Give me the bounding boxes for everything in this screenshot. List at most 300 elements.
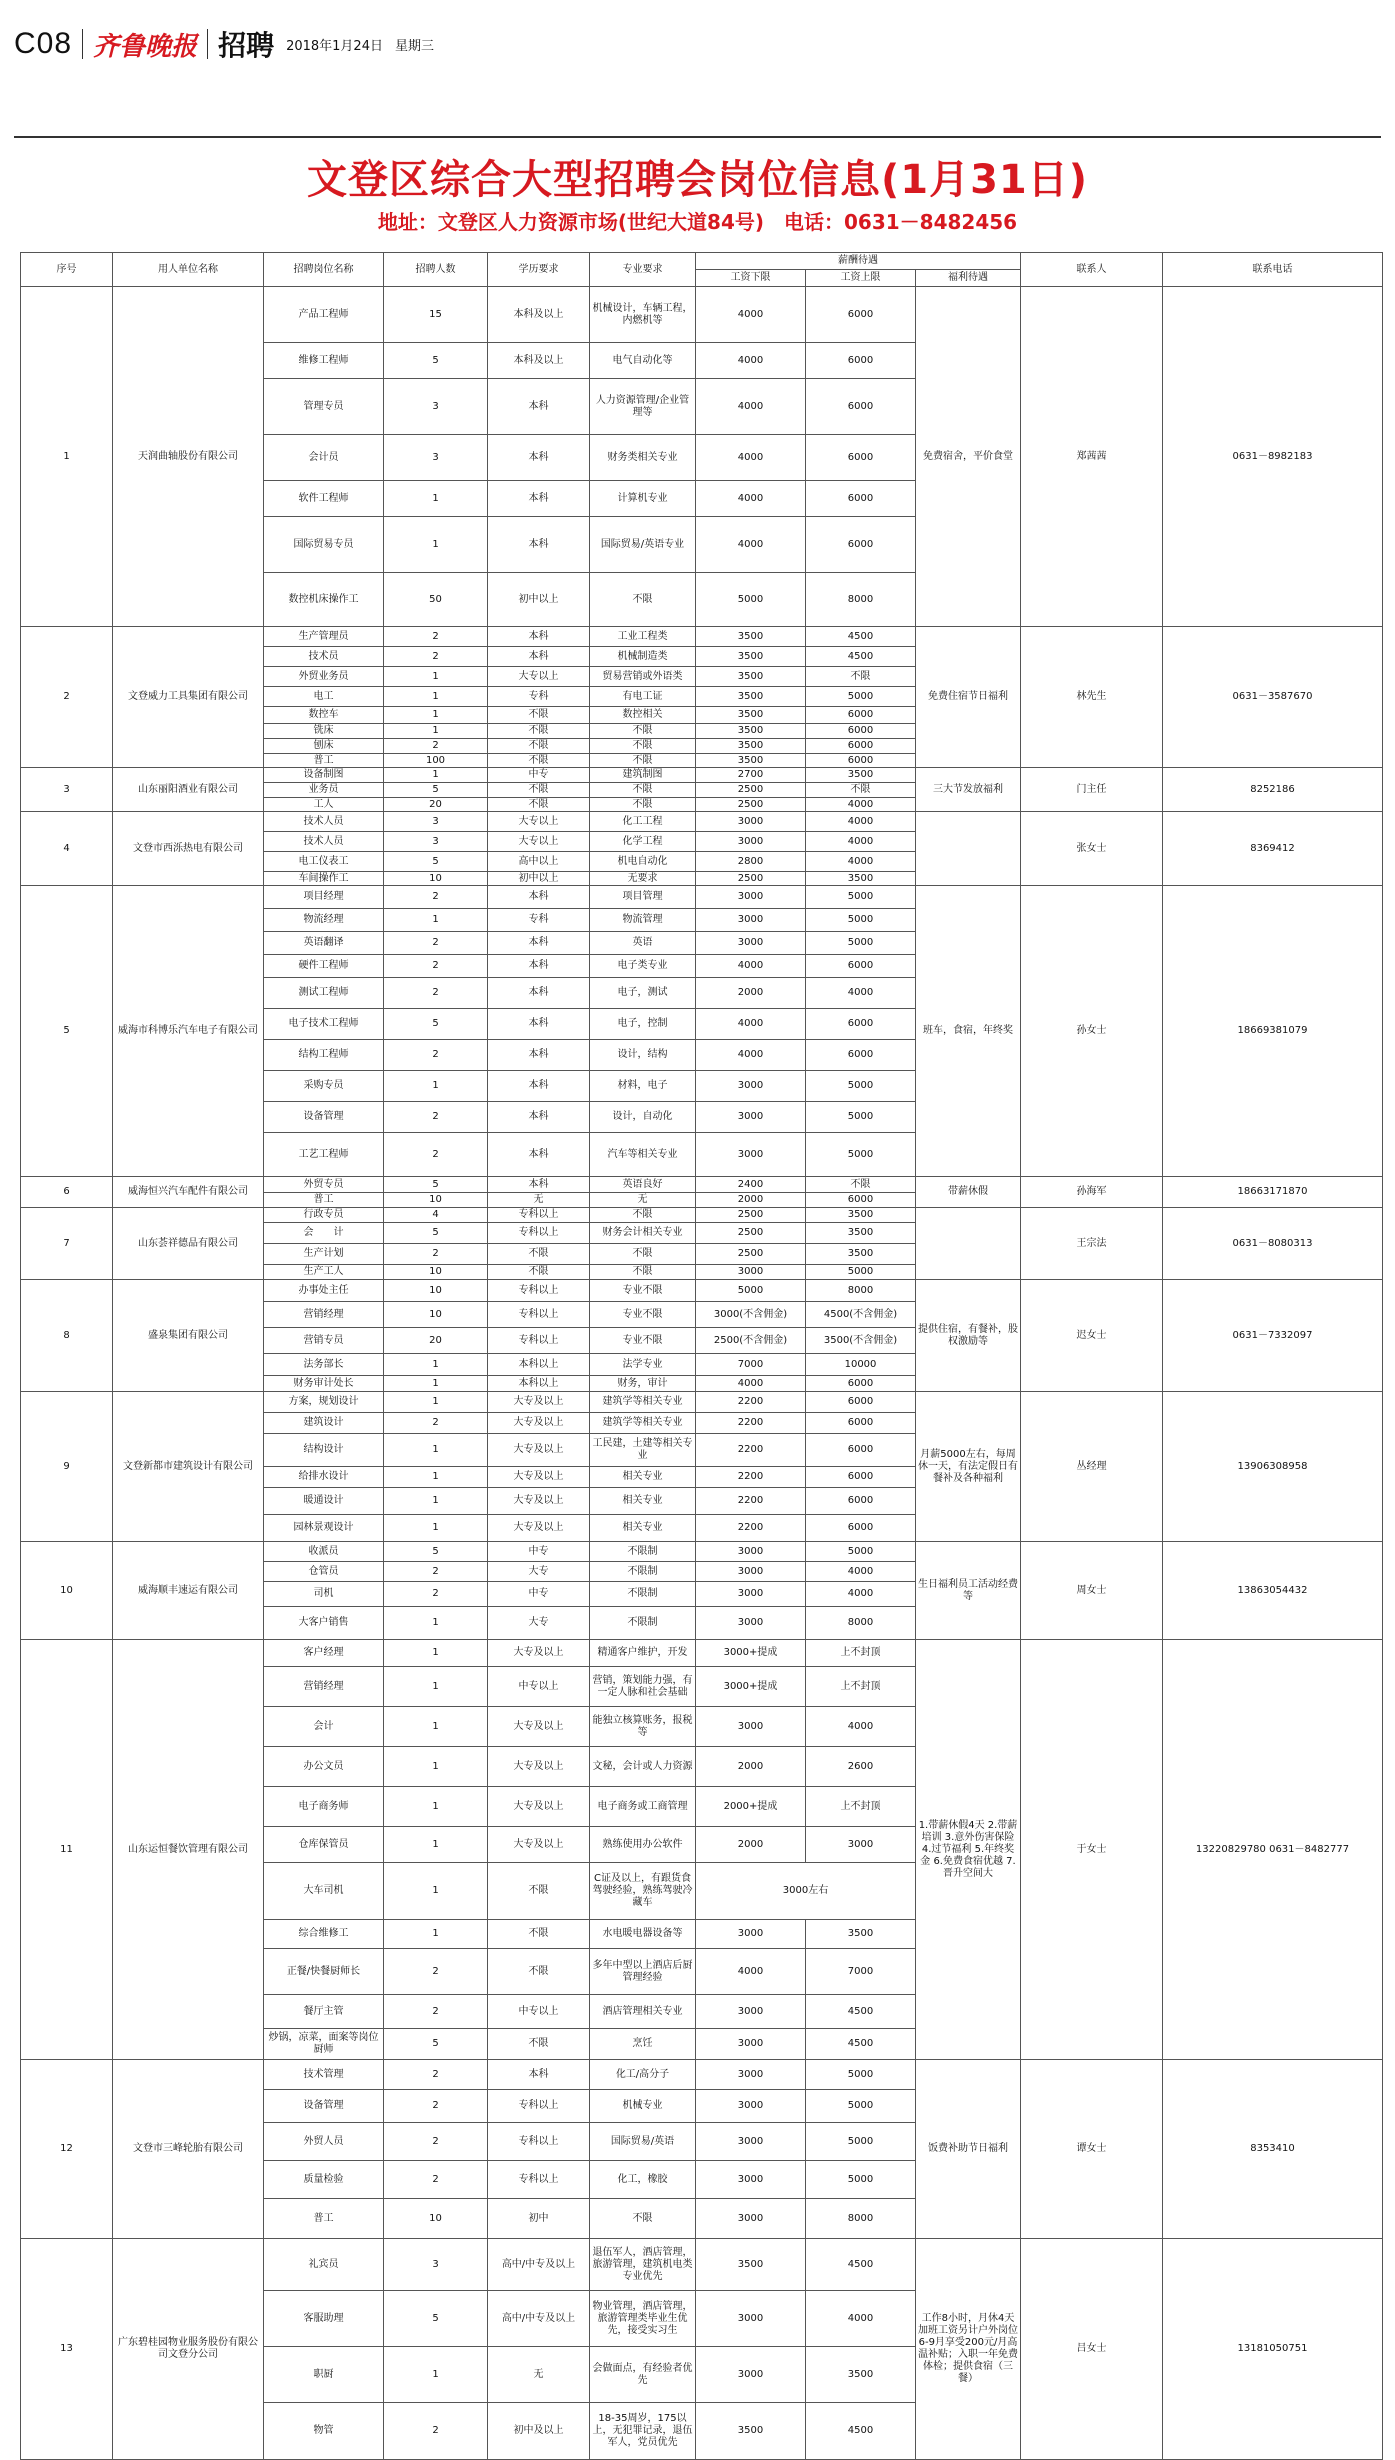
major-cell: 机械专业	[590, 2090, 696, 2123]
major-cell: 贸易营销或外语类	[590, 667, 696, 687]
education-cell: 本科	[488, 517, 590, 573]
welfare-cell	[916, 812, 1021, 886]
phone-cell: 0631－3587670	[1163, 627, 1383, 768]
phone-cell: 13906308958	[1163, 1392, 1383, 1542]
major-cell: 建筑学等相关专业	[590, 1413, 696, 1434]
salary-high-cell: 上不封顶	[806, 1640, 916, 1667]
major-cell: 财务类相关专业	[590, 435, 696, 481]
position-cell: 采购专员	[264, 1071, 384, 1102]
page-number: C08	[14, 27, 73, 60]
position-cell: 方案，规划设计	[264, 1392, 384, 1413]
position-cell: 外贸业务员	[264, 667, 384, 687]
salary-high-cell: 不限	[806, 1177, 916, 1193]
count-cell: 2	[384, 2403, 488, 2460]
education-cell: 中专	[488, 1542, 590, 1562]
salary-low-cell: 3000	[696, 909, 806, 932]
position-cell: 国际贸易专员	[264, 517, 384, 573]
row-number: 10	[21, 1542, 113, 1640]
count-cell: 2	[384, 1949, 488, 1995]
major-cell: 文秘，会计或人力资源	[590, 1747, 696, 1787]
header-contact: 联系人	[1021, 253, 1163, 287]
salary-low-cell: 2000	[696, 978, 806, 1009]
position-cell: 生产管理员	[264, 627, 384, 647]
count-cell: 2	[384, 1040, 488, 1071]
major-cell: 电气自动化等	[590, 343, 696, 379]
education-cell: 不限	[488, 783, 590, 798]
education-cell: 本科	[488, 1040, 590, 1071]
major-cell: 汽车等相关专业	[590, 1133, 696, 1177]
position-cell: 项目经理	[264, 886, 384, 909]
major-cell: 不限	[590, 798, 696, 812]
position-cell: 技术管理	[264, 2060, 384, 2090]
salary-low-cell: 3000	[696, 2060, 806, 2090]
education-cell: 本科	[488, 379, 590, 435]
position-cell: 维修工程师	[264, 343, 384, 379]
education-cell: 专科以上	[488, 2123, 590, 2161]
salary-high-cell: 6000	[806, 754, 916, 768]
count-cell: 3	[384, 379, 488, 435]
salary-low-cell: 3500	[696, 739, 806, 754]
position-cell: 职厨	[264, 2347, 384, 2403]
salary-high-cell: 4500	[806, 2403, 916, 2460]
position-cell: 普工	[264, 754, 384, 768]
salary-low-cell: 3000	[696, 1707, 806, 1747]
contact-cell: 林先生	[1021, 627, 1163, 768]
salary-high-cell: 4000	[806, 798, 916, 812]
major-cell: 化工工程	[590, 812, 696, 832]
count-cell: 1	[384, 1467, 488, 1488]
salary-low-cell: 3000	[696, 2291, 806, 2347]
count-cell: 2	[384, 1413, 488, 1434]
position-cell: 营销专员	[264, 1328, 384, 1354]
position-cell: 管理专员	[264, 379, 384, 435]
phone-cell: 13863054432	[1163, 1542, 1383, 1640]
salary-high-cell: 8000	[806, 1607, 916, 1640]
contact-cell: 于女士	[1021, 1640, 1163, 2060]
row-number: 2	[21, 627, 113, 768]
position-cell: 外贸专员	[264, 1177, 384, 1193]
position-cell: 结构工程师	[264, 1040, 384, 1071]
count-cell: 1	[384, 1376, 488, 1392]
salary-high-cell: 6000	[806, 724, 916, 739]
count-cell: 1	[384, 1354, 488, 1376]
row-number: 8	[21, 1280, 113, 1392]
top-rule	[14, 136, 1381, 138]
salary-high-cell: 不限	[806, 783, 916, 798]
row-number: 11	[21, 1640, 113, 2060]
row-number: 13	[21, 2239, 113, 2460]
salary-high-cell: 3500	[806, 1208, 916, 1223]
salary-low-cell: 3000	[696, 812, 806, 832]
header-company: 用人单位名称	[113, 253, 264, 287]
table-row	[21, 2239, 1383, 2291]
salary-range-cell: 3000左右	[696, 1863, 916, 1920]
education-cell: 不限	[488, 1949, 590, 1995]
education-cell: 专科以上	[488, 1328, 590, 1354]
row-number: 3	[21, 768, 113, 812]
major-cell: 英语	[590, 932, 696, 955]
company-name: 威海顺丰速运有限公司	[113, 1542, 264, 1640]
salary-high-cell: 4000	[806, 852, 916, 872]
major-cell: 不限制	[590, 1582, 696, 1607]
education-cell: 大专	[488, 1607, 590, 1640]
welfare-cell: 月薪5000左右，每周休一天，有法定假日有餐补及各种福利	[916, 1392, 1021, 1542]
salary-low-cell: 3000	[696, 1607, 806, 1640]
position-cell: 电子技术工程师	[264, 1009, 384, 1040]
education-cell: 本科	[488, 886, 590, 909]
salary-high-cell: 2600	[806, 1747, 916, 1787]
salary-high-cell: 4000	[806, 832, 916, 852]
contact-cell: 迟女士	[1021, 1280, 1163, 1392]
salary-low-cell: 3000	[696, 1920, 806, 1949]
count-cell: 2	[384, 886, 488, 909]
major-cell: 相关专业	[590, 1488, 696, 1515]
position-cell: 生产计划	[264, 1244, 384, 1265]
table-row	[21, 1542, 1383, 1562]
welfare-cell: 1.带薪休假4天 2.带薪培训 3.意外伤害保险 4.过节福利 5.年终奖金 6.免费食宿优越 7.晋升空间大	[916, 1640, 1021, 2060]
major-cell: C证及以上，有跟货食驾驶经验，熟练驾驶冷藏车	[590, 1863, 696, 1920]
count-cell: 2	[384, 955, 488, 978]
salary-low-cell: 3000	[696, 2161, 806, 2199]
education-cell: 大专及以上	[488, 1707, 590, 1747]
salary-high-cell: 上不封顶	[806, 1667, 916, 1707]
position-cell: 暖通设计	[264, 1488, 384, 1515]
salary-high-cell: 4500	[806, 647, 916, 667]
count-cell: 2	[384, 2090, 488, 2123]
salary-high-cell: 5000	[806, 886, 916, 909]
major-cell: 不限	[590, 1208, 696, 1223]
salary-high-cell: 5000	[806, 2060, 916, 2090]
position-cell: 车间操作工	[264, 872, 384, 886]
education-cell: 不限	[488, 2029, 590, 2060]
major-cell: 相关专业	[590, 1467, 696, 1488]
major-cell: 机电自动化	[590, 852, 696, 872]
company-name: 山东丽阳酒业有限公司	[113, 768, 264, 812]
salary-high-cell: 4500	[806, 2029, 916, 2060]
count-cell: 1	[384, 2347, 488, 2403]
company-name: 文登威力工具集团有限公司	[113, 627, 264, 768]
major-cell: 物流管理	[590, 909, 696, 932]
salary-low-cell: 2200	[696, 1515, 806, 1542]
row-number: 6	[21, 1177, 113, 1208]
major-cell: 有电工证	[590, 687, 696, 707]
count-cell: 50	[384, 573, 488, 627]
salary-high-cell: 4000	[806, 2291, 916, 2347]
salary-high-cell: 6000	[806, 1467, 916, 1488]
education-cell: 初中	[488, 2199, 590, 2239]
salary-high-cell: 6000	[806, 1488, 916, 1515]
education-cell: 不限	[488, 1244, 590, 1265]
position-cell: 硬件工程师	[264, 955, 384, 978]
education-cell: 高中以上	[488, 852, 590, 872]
salary-high-cell: 5000	[806, 2161, 916, 2199]
major-cell: 财务，审计	[590, 1376, 696, 1392]
table-row	[21, 2060, 1383, 2090]
welfare-cell: 免费住宿节日福利	[916, 627, 1021, 768]
education-cell: 本科及以上	[488, 287, 590, 343]
education-cell: 专科以上	[488, 2090, 590, 2123]
salary-low-cell: 2800	[696, 852, 806, 872]
salary-low-cell: 3500	[696, 2403, 806, 2460]
count-cell: 1	[384, 1515, 488, 1542]
salary-low-cell: 3000	[696, 2090, 806, 2123]
education-cell: 本科	[488, 2060, 590, 2090]
salary-high-cell: 7000	[806, 1949, 916, 1995]
position-cell: 普工	[264, 2199, 384, 2239]
major-cell: 退伍军人，酒店管理，旅游管理，建筑机电类专业优先	[590, 2239, 696, 2291]
salary-low-cell: 2500(不含佣金)	[696, 1328, 806, 1354]
position-cell: 技术人员	[264, 832, 384, 852]
education-cell: 大专以上	[488, 832, 590, 852]
education-cell: 不限	[488, 754, 590, 768]
major-cell: 化学工程	[590, 832, 696, 852]
salary-low-cell: 4000	[696, 343, 806, 379]
salary-high-cell: 4000	[806, 978, 916, 1009]
position-cell: 英语翻译	[264, 932, 384, 955]
major-cell: 专业不限	[590, 1302, 696, 1328]
education-cell: 大专及以上	[488, 1488, 590, 1515]
education-cell: 本科	[488, 955, 590, 978]
major-cell: 建筑制图	[590, 768, 696, 783]
salary-low-cell: 3000	[696, 886, 806, 909]
education-cell: 大专及以上	[488, 1747, 590, 1787]
education-cell: 大专以上	[488, 667, 590, 687]
welfare-cell: 免费宿舍，平价食堂	[916, 287, 1021, 627]
education-cell: 专科以上	[488, 1280, 590, 1302]
major-cell: 国际贸易/英语专业	[590, 517, 696, 573]
salary-low-cell: 3500	[696, 707, 806, 724]
count-cell: 1	[384, 1863, 488, 1920]
company-name: 文登市三峰轮胎有限公司	[113, 2060, 264, 2239]
major-cell: 酒店管理相关专业	[590, 1995, 696, 2029]
salary-low-cell: 5000	[696, 1280, 806, 1302]
education-cell: 本科	[488, 1133, 590, 1177]
salary-high-cell: 6000	[806, 517, 916, 573]
welfare-cell: 三大节发放福利	[916, 768, 1021, 812]
salary-low-cell: 2700	[696, 768, 806, 783]
salary-high-cell: 6000	[806, 1009, 916, 1040]
company-name: 山东荟祥德品有限公司	[113, 1208, 264, 1280]
education-cell: 初中以上	[488, 872, 590, 886]
salary-low-cell: 4000	[696, 481, 806, 517]
count-cell: 1	[384, 724, 488, 739]
education-cell: 高中/中专及以上	[488, 2291, 590, 2347]
salary-low-cell: 3000+提成	[696, 1667, 806, 1707]
major-cell: 不限	[590, 573, 696, 627]
major-cell: 不限	[590, 739, 696, 754]
major-cell: 不限	[590, 1265, 696, 1280]
divider	[207, 29, 208, 59]
count-cell: 2	[384, 2060, 488, 2090]
count-cell: 1	[384, 1747, 488, 1787]
count-cell: 5	[384, 2291, 488, 2347]
count-cell: 1	[384, 1488, 488, 1515]
salary-low-cell: 3000	[696, 2123, 806, 2161]
salary-high-cell: 4500	[806, 1995, 916, 2029]
education-cell: 专科	[488, 909, 590, 932]
count-cell: 10	[384, 872, 488, 886]
position-cell: 物流经理	[264, 909, 384, 932]
salary-high-cell: 6000	[806, 1392, 916, 1413]
count-cell: 5	[384, 343, 488, 379]
row-number: 1	[21, 287, 113, 627]
education-cell: 大专及以上	[488, 1787, 590, 1827]
count-cell: 1	[384, 687, 488, 707]
count-cell: 10	[384, 2199, 488, 2239]
salary-high-cell: 6000	[806, 1193, 916, 1208]
welfare-cell: 生日福利员工活动经费等	[916, 1542, 1021, 1640]
salary-high-cell: 不限	[806, 667, 916, 687]
welfare-cell: 工作8小时，月休4天 加班工资另计户外岗位6-9月享受200元/月高温补贴；入职一年免费体检；提供食宿（三餐）	[916, 2239, 1021, 2460]
education-cell: 不限	[488, 724, 590, 739]
company-name: 威海市科博乐汽车电子有限公司	[113, 886, 264, 1177]
position-cell: 办事处主任	[264, 1280, 384, 1302]
salary-low-cell: 4000	[696, 1376, 806, 1392]
salary-low-cell: 4000	[696, 1040, 806, 1071]
education-cell: 大专及以上	[488, 1467, 590, 1488]
header-count: 招聘人数	[384, 253, 488, 287]
company-name: 广东碧桂园物业服务股份有限公司文登分公司	[113, 2239, 264, 2460]
salary-low-cell: 4000	[696, 287, 806, 343]
education-cell: 专科以上	[488, 1223, 590, 1244]
salary-low-cell: 2000	[696, 1827, 806, 1863]
education-cell: 不限	[488, 1863, 590, 1920]
count-cell: 10	[384, 1280, 488, 1302]
salary-high-cell: 6000	[806, 481, 916, 517]
salary-low-cell: 3000	[696, 1562, 806, 1582]
contact-cell: 吕女士	[1021, 2239, 1163, 2460]
position-cell: 电工	[264, 687, 384, 707]
position-cell: 设备管理	[264, 2090, 384, 2123]
salary-low-cell: 4000	[696, 435, 806, 481]
contact-cell: 郑茜茜	[1021, 287, 1163, 627]
position-cell: 建筑设计	[264, 1413, 384, 1434]
count-cell: 1	[384, 707, 488, 724]
salary-low-cell: 3000	[696, 2199, 806, 2239]
education-cell: 初中以上	[488, 573, 590, 627]
header-salary-low: 工资下限	[696, 270, 806, 287]
salary-high-cell: 6000	[806, 343, 916, 379]
salary-low-cell: 2500	[696, 1208, 806, 1223]
header-welfare: 福利待遇	[916, 270, 1021, 287]
count-cell: 2	[384, 1562, 488, 1582]
position-cell: 刨床	[264, 739, 384, 754]
salary-high-cell: 6000	[806, 1040, 916, 1071]
position-cell: 设备管理	[264, 1102, 384, 1133]
education-cell: 不限	[488, 739, 590, 754]
education-cell: 初中及以上	[488, 2403, 590, 2460]
salary-low-cell: 3500	[696, 2239, 806, 2291]
salary-low-cell: 2200	[696, 1434, 806, 1467]
contact-cell: 门主任	[1021, 768, 1163, 812]
education-cell: 中专	[488, 1582, 590, 1607]
education-cell: 本科	[488, 978, 590, 1009]
header-education: 学历要求	[488, 253, 590, 287]
count-cell: 1	[384, 1640, 488, 1667]
count-cell: 1	[384, 1827, 488, 1863]
welfare-cell: 提供住宿，有餐补，股权激励等	[916, 1280, 1021, 1392]
salary-high-cell: 4000	[806, 1582, 916, 1607]
education-cell: 无	[488, 1193, 590, 1208]
company-name: 文登市西泺热电有限公司	[113, 812, 264, 886]
major-cell: 设计，结构	[590, 1040, 696, 1071]
salary-high-cell: 6000	[806, 379, 916, 435]
count-cell: 2	[384, 1102, 488, 1133]
major-cell: 多年中型以上酒店后厨管理经验	[590, 1949, 696, 1995]
count-cell: 5	[384, 783, 488, 798]
position-cell: 办公文员	[264, 1747, 384, 1787]
position-cell: 业务员	[264, 783, 384, 798]
position-cell: 会 计	[264, 1223, 384, 1244]
salary-high-cell: 5000	[806, 2090, 916, 2123]
position-cell: 数控车	[264, 707, 384, 724]
section-name: 招聘	[218, 29, 275, 62]
table-row	[21, 287, 1383, 343]
major-cell: 英语良好	[590, 1177, 696, 1193]
salary-high-cell: 6000	[806, 1515, 916, 1542]
count-cell: 100	[384, 754, 488, 768]
count-cell: 1	[384, 667, 488, 687]
salary-low-cell: 3500	[696, 754, 806, 768]
welfare-cell: 带薪休假	[916, 1177, 1021, 1208]
position-cell: 工人	[264, 798, 384, 812]
major-cell: 财务会计相关专业	[590, 1223, 696, 1244]
position-cell: 测试工程师	[264, 978, 384, 1009]
salary-high-cell: 5000	[806, 932, 916, 955]
education-cell: 本科	[488, 481, 590, 517]
header-salary: 薪酬待遇	[696, 253, 1021, 270]
position-cell: 法务部长	[264, 1354, 384, 1376]
header-position: 招聘岗位名称	[264, 253, 384, 287]
count-cell: 1	[384, 481, 488, 517]
education-cell: 本科	[488, 627, 590, 647]
salary-low-cell: 7000	[696, 1354, 806, 1376]
count-cell: 1	[384, 1392, 488, 1413]
header-no: 序号	[21, 253, 113, 287]
count-cell: 1	[384, 1787, 488, 1827]
count-cell: 2	[384, 1582, 488, 1607]
salary-high-cell: 3000	[806, 1827, 916, 1863]
education-cell: 不限	[488, 1920, 590, 1949]
count-cell: 10	[384, 1193, 488, 1208]
count-cell: 1	[384, 517, 488, 573]
position-cell: 设备制图	[264, 768, 384, 783]
phone-cell: 8252186	[1163, 768, 1383, 812]
position-cell: 仓库保管员	[264, 1827, 384, 1863]
salary-high-cell: 10000	[806, 1354, 916, 1376]
phone-cell: 13181050751	[1163, 2239, 1383, 2460]
salary-low-cell: 2200	[696, 1467, 806, 1488]
major-cell: 人力资源管理/企业管理等	[590, 379, 696, 435]
salary-high-cell: 5000	[806, 909, 916, 932]
job-table-body	[21, 287, 1383, 2460]
count-cell: 1	[384, 1607, 488, 1640]
salary-high-cell: 3500	[806, 1223, 916, 1244]
contact-cell: 孙海军	[1021, 1177, 1163, 1208]
education-cell: 专科以上	[488, 1302, 590, 1328]
salary-low-cell: 3000	[696, 1542, 806, 1562]
salary-low-cell: 3000	[696, 832, 806, 852]
major-cell: 专业不限	[590, 1280, 696, 1302]
count-cell: 2	[384, 2123, 488, 2161]
welfare-cell: 班车，食宿，年终奖	[916, 886, 1021, 1177]
salary-low-cell: 2500	[696, 783, 806, 798]
row-number: 4	[21, 812, 113, 886]
major-cell: 不限	[590, 783, 696, 798]
page-title: 文登区综合大型招聘会岗位信息(1月31日)	[306, 157, 1089, 203]
salary-high-cell: 8000	[806, 1280, 916, 1302]
count-cell: 5	[384, 1542, 488, 1562]
